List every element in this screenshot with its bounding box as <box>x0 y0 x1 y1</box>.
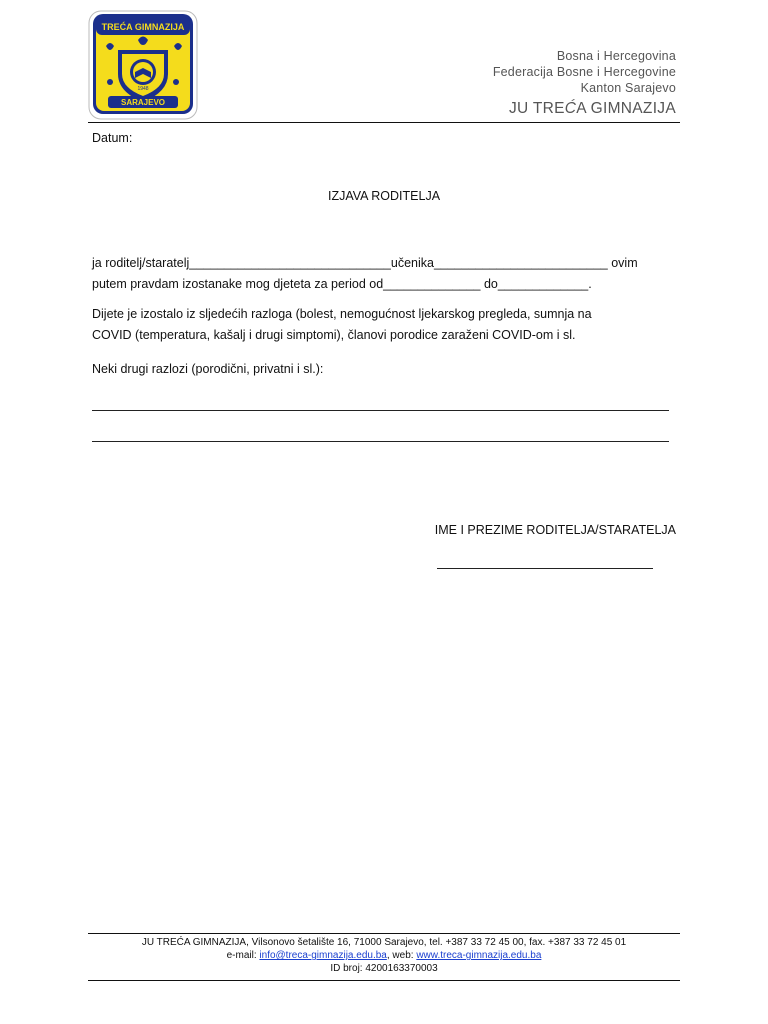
other-reasons-blank-line-2 <box>92 441 669 442</box>
other-reasons-blank-line-1 <box>92 410 669 411</box>
declaration-line-2: putem pravdam izostanake mog djeteta za period od______________ do_____________. <box>92 277 592 291</box>
logo-top-text: TREĆA GIMNAZIJA <box>101 22 185 32</box>
logo-year: 1948 <box>137 86 149 92</box>
footer-contact: e-mail: info@treca-gimnazija.edu.ba, web: www.treca-gimnazija.edu.ba <box>226 950 542 961</box>
date-label: Datum: <box>92 131 133 145</box>
footer-divider-top <box>88 933 680 934</box>
document-title: IZJAVA RODITELJA <box>327 189 441 203</box>
other-reasons-label: Neki drugi razlozi (porodični, privatni i sl.): <box>92 362 324 376</box>
reasons-line-1: Dijete je izostalo iz sljedećih razloga (bolest, nemogućnost ljekarskog pregleda, sumnja na <box>92 307 592 321</box>
declaration-paragraph <box>92 253 672 295</box>
footer <box>88 936 680 975</box>
footer-id-number: ID broj: 4200163370003 <box>330 963 438 974</box>
header-divider <box>88 122 680 123</box>
signature-line <box>437 568 653 569</box>
reasons-line-2: COVID (temperatura, kašalj i drugi simptomi), članovi porodice zaraženi COVID-om i sl. <box>92 328 576 342</box>
footer-divider-bottom <box>88 980 680 981</box>
school-logo <box>88 10 198 120</box>
header-school-name: JU TREĆA GIMNAZIJA <box>508 100 676 117</box>
footer-address: JU TREĆA GIMNAZIJA, Vilsonovo šetalište 16, 71000 Sarajevo, tel. +387 33 72 45 00, fax. +387 33 72 45 01 <box>141 937 627 948</box>
declaration-line-1: ja roditelj/staratelj_____________________________učenika_________________________ ovim <box>92 256 638 270</box>
signature-label: IME I PREZIME RODITELJA/STARATELJA <box>434 523 676 537</box>
header-federation: Federacija Bosne i Hercegovine <box>492 65 676 79</box>
footer-web-link[interactable]: www.treca-gimnazija.edu.ba <box>416 950 542 961</box>
reasons-paragraph <box>92 304 672 346</box>
header-canton: Kanton Sarajevo <box>580 81 676 95</box>
logo-bottom-text: SARAJEVO <box>120 98 166 107</box>
footer-email-link[interactable]: info@treca-gimnazija.edu.ba <box>259 950 387 961</box>
header-country: Bosna i Hercegovina <box>556 49 676 63</box>
letterhead <box>493 48 676 119</box>
